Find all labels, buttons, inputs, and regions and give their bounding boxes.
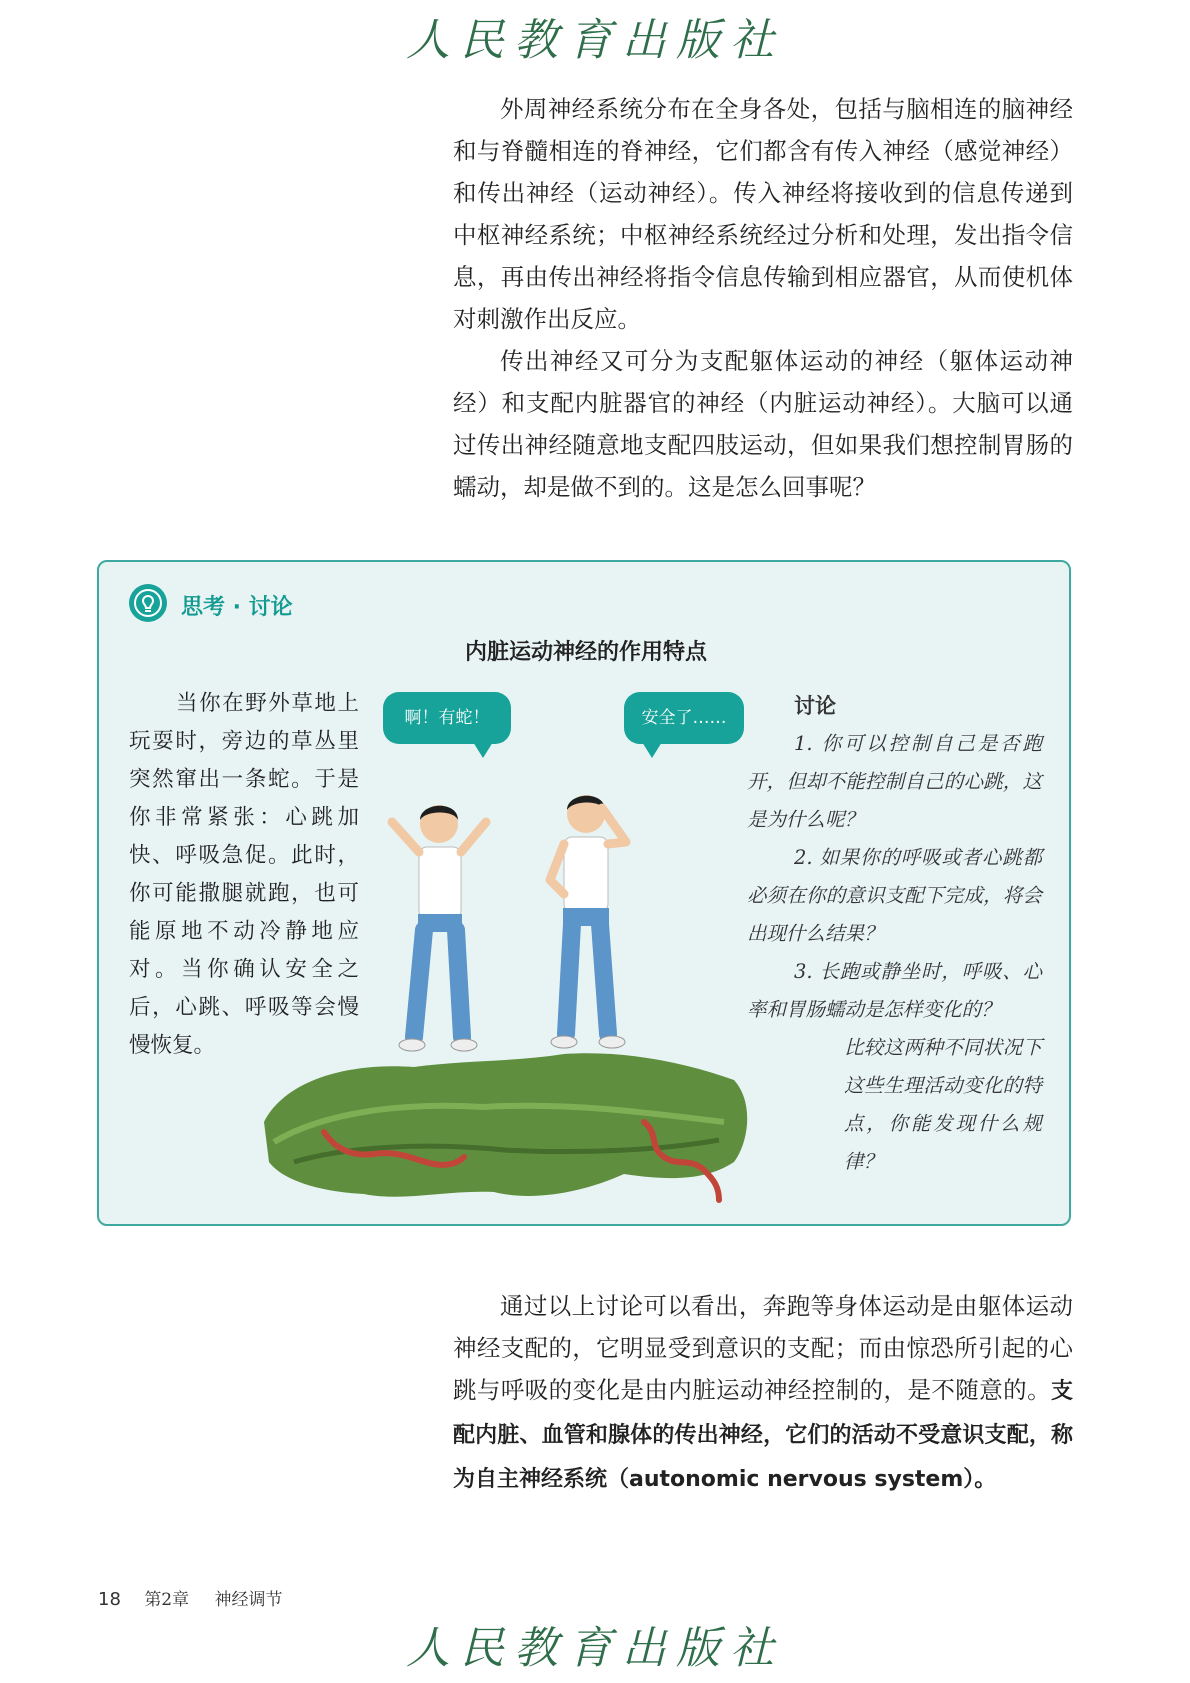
discussion-heading: 讨论 — [794, 694, 836, 718]
discussion-question-2: 2. 如果你的呼吸或者心跳都必须在你的意识支配下完成，将会出现什么结果？ — [747, 846, 1042, 945]
page-number: 18 — [98, 1589, 121, 1610]
speech-bubble-snake — [383, 692, 511, 744]
publisher-watermark-bottom: 人民教育出版社 — [406, 1623, 784, 1674]
conclusion-paragraph — [453, 1285, 1073, 1501]
discussion-question-4: 比较这两种不同状况下这些生理活动变化的特点，你能发现什么规律？ — [844, 1036, 1042, 1173]
speech-bubble-snake-text: 啊！有蛇！ — [404, 708, 490, 728]
discussion-question-1: 1. 你可以控制自己是否跑开，但却不能控制自己的心跳，这是为什么呢？ — [747, 732, 1042, 831]
chapter-title: 神经调节 — [214, 1590, 283, 1610]
chapter-label: 第2章 — [144, 1590, 190, 1610]
autonomic-definition: 支配内脏、血管和腺体的传出神经，它们的活动不受意识支配，称为自主神经系统（autonomic nervous system）。 — [453, 1379, 1073, 1492]
paragraph-peripheral-nerves: 外周神经系统分布在全身各处，包括与脑相连的脑神经和与脊髓相连的脊神经，它们都含有传入神经（感觉神经）和传出神经（运动神经）。传入神经将接收到的信息传递到中枢神经系统；中枢神经系统经过分析和处理，发出指令信息，再由传出神经将指令信息传输到相应器官，从而使机体对刺激作出反应。 — [453, 95, 1073, 333]
speech-bubble-safe — [624, 692, 744, 744]
publisher-watermark-top: 人民教育出版社 — [406, 15, 784, 66]
relieved-boy-figure — [550, 795, 626, 1048]
boys-on-grass-illustration — [264, 762, 754, 1222]
speech-bubble-tail — [642, 742, 662, 758]
discussion-question-3: 3. 长跑或静坐时，呼吸、心率和胃肠蠕动是怎样变化的？ — [747, 960, 1042, 1021]
lightbulb-icon — [129, 584, 167, 622]
box-title: 内脏运动神经的作用特点 — [464, 640, 707, 665]
scared-boy-figure — [392, 805, 486, 1051]
lower-text-block — [453, 1285, 1073, 1501]
conclusion-text: 通过以上讨论可以看出，奔跑等身体运动是由躯体运动神经支配的，它明显受到意识的支配；而由惊恐所引起的心跳与呼吸的变化是由内脏运动神经控制的，是不随意的。 — [453, 1292, 1073, 1404]
page-footer — [98, 1585, 283, 1610]
grass-patch — [264, 1053, 747, 1197]
speech-bubble-safe-text: 安全了…… — [641, 708, 727, 728]
scenario-paragraph: 当你在野外草地上玩耍时，旁边的草丛里突然窜出一条蛇。于是你非常紧张：心跳加快、呼吸急促。此时，你可能撒腿就跑，也可能原地不动冷静地应对。当你确认安全之后，心跳、呼吸等会慢慢恢复。 — [129, 691, 359, 1058]
discussion-section — [747, 687, 1042, 1181]
speech-bubble-tail — [473, 742, 493, 758]
think-discuss-box — [97, 560, 1071, 1226]
think-discuss-label: 思考 · 讨论 — [181, 595, 293, 620]
paragraph-efferent-nerves: 传出神经又可分为支配躯体运动的神经（躯体运动神经）和支配内脏器官的神经（内脏运动神经）。大脑可以通过传出神经随意地支配四肢运动，但如果我们想控制胃肠的蠕动，却是做不到的。这是怎么回事呢？ — [453, 347, 1073, 501]
upper-text-block — [453, 88, 1073, 508]
